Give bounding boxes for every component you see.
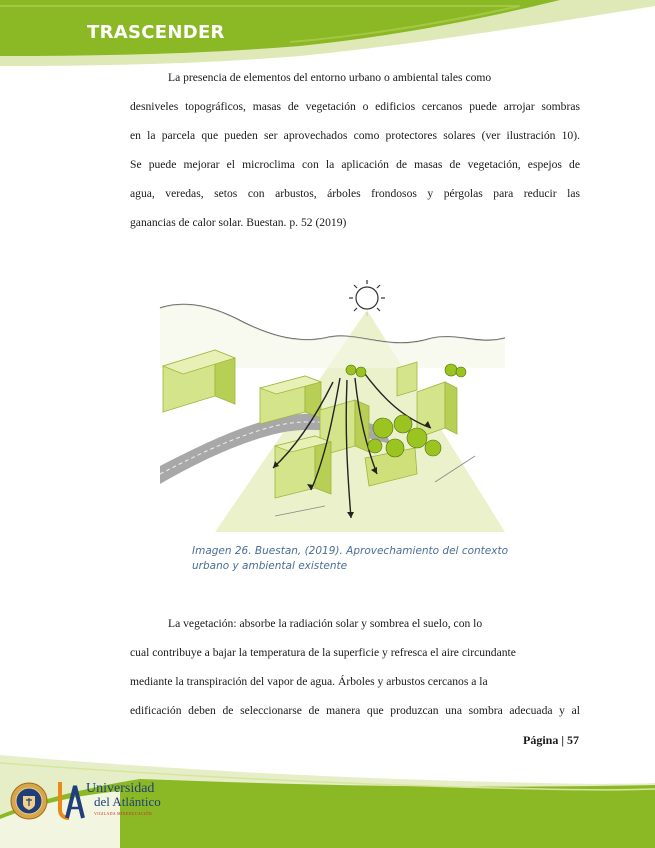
caption-line: urbano y ambiental existente [192,560,348,572]
brand-title: TRASCENDER [87,22,225,43]
paragraph-line: La presencia de elementos del entorno urbano o ambiental tales como [168,71,492,84]
university-tagline: VIGILADA MINEDUCACIÓN [94,811,152,816]
paragraph-line: agua, veredas, setos con arbustos, árboles frondosos y pérgolas para reducir las [130,187,580,200]
urban-context-illustration [155,278,510,540]
paragraph-line: en la parcela que pueden ser aprovechados como protectores solares (ver ilustración 10). [130,129,580,142]
university-seal-icon [10,782,48,820]
university-name-line2: del Atlántico [94,794,161,809]
university-name-line1: Universidad [86,781,155,796]
paragraph-line: mediante la transpiración del vapor de agua. Árboles y arbustos cercanos a la [130,675,488,688]
paragraph-line: Se puede mejorar el microclima con la aplicación de masas de vegetación, espejos de [130,158,580,171]
paragraph-line: edificación deben de seleccionarse de manera que produzcan una sombra adecuada y al [130,704,580,717]
page-number: Página | 57 [523,733,579,747]
paragraph-1 [130,71,580,251]
paragraph-line: desniveles topográficos, masas de vegetación o edificios cercanos puede arrojar sombras [130,100,580,113]
paragraph-line: ganancias de calor solar. Buestan. p. 52 (2019) [130,216,347,229]
figure-caption [192,544,522,574]
paragraph-line: cual contribuye a bajar la temperatura de la superficie y refresca el aire circundante [130,646,516,659]
caption-line: Imagen 26. Buestan, (2019). Aprovechamiento del contexto [192,545,508,557]
paragraph-2 [130,617,580,727]
paragraph-line: La vegetación: absorbe la radiación solar y sombrea el suelo, con lo [168,617,483,630]
university-monogram-icon [55,780,85,820]
